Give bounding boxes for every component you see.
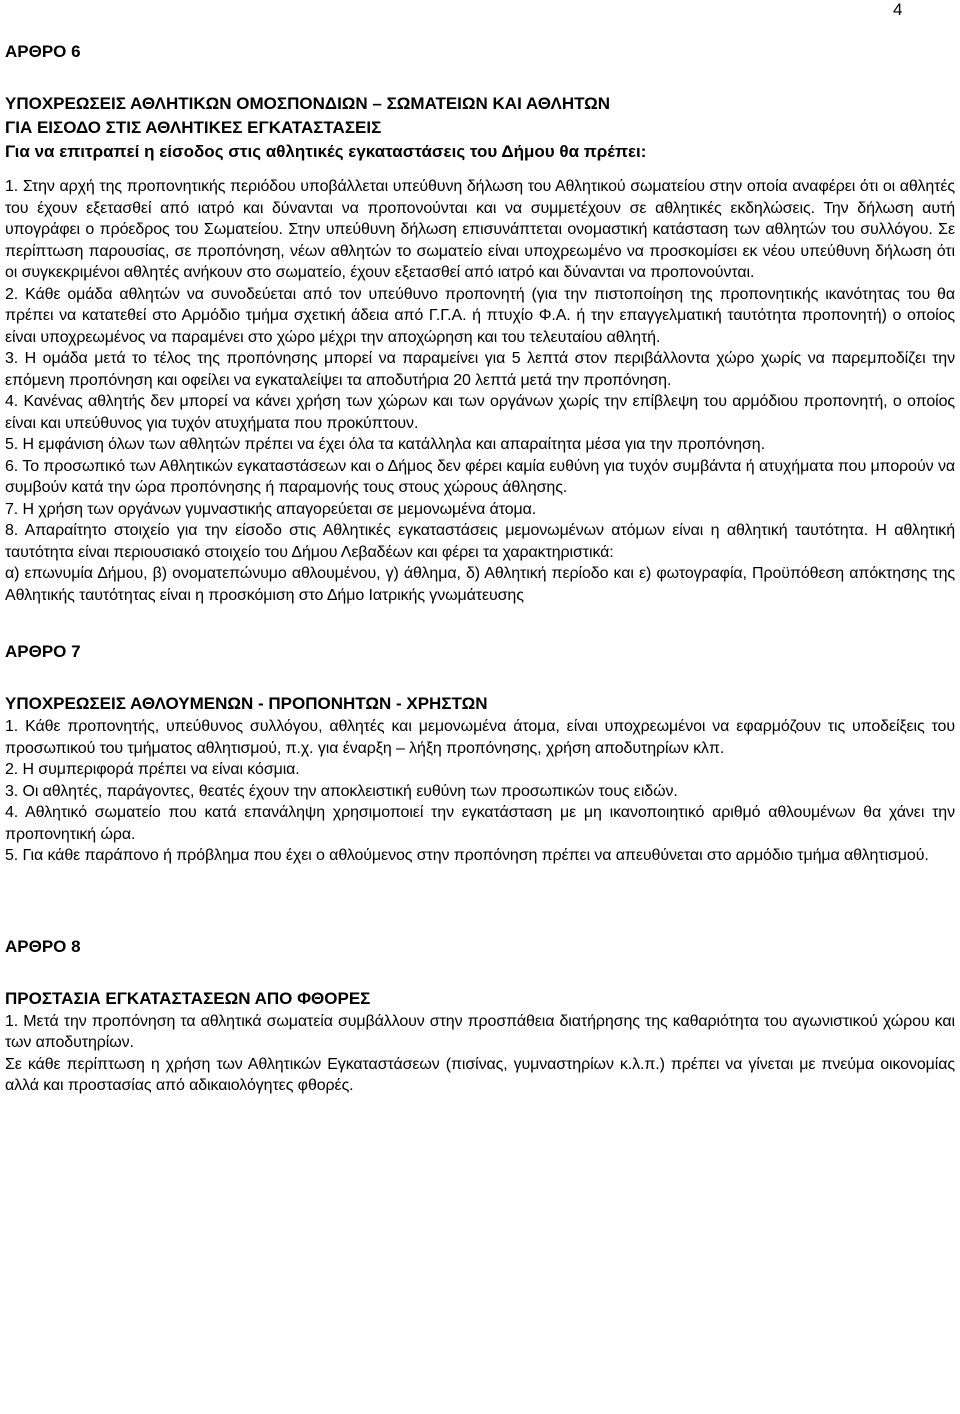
document-body	[5, 40, 955, 1097]
paragraph: 6. Το προσωπικό των Αθλητικών εγκαταστάσεων και ο Δήμος δεν φέρει καμία ευθύνη για τυχόν συμβάντα ή ατυχήματα που μπορούν να συμβούν κατά την ώρα προπόνησης ή παραμονής τους στους χώρους άθλησης.	[5, 457, 955, 496]
paragraph: 1. Μετά την προπόνηση τα αθλητικά σωματεία συμβάλλουν στην προσπάθεια διατήρησης της καθαριότητα του αγωνιστικού χώρου και των αποδυτηρίων.	[5, 1012, 955, 1051]
paragraph: Σε κάθε περίπτωση η χρήση των Αθλητικών Εγκαταστάσεων (πισίνας, γυμναστηρίων κ.λ.π.) πρέπει να γίνεται με πνεύμα οικονομίας αλλά και προστασίας από αδικαιολόγητες φθορές.	[5, 1055, 955, 1094]
article-intro: Για να επιτραπεί η είσοδος στις αθλητικές εγκαταστάσεις του Δήμου θα πρέπει:	[5, 142, 647, 161]
paragraph: 2. Η συμπεριφορά πρέπει να είναι κόσμια.	[5, 761, 300, 778]
article-subtitle: ΠΡΟΣΤΑΣΙΑ ΕΓΚΑΤΑΣΤΑΣΕΩΝ ΑΠΟ ΦΘΟΡΕΣ	[5, 988, 371, 1008]
article-6	[5, 40, 955, 606]
paragraph: 1. Στην αρχή της προπονητικής περιόδου υποβάλλεται υπεύθυνη δήλωση του Αθλητικού σωματείου στην οποία αναφέρει ότι οι αθλητές του έχουν εξετασθεί από ιατρό και δύνανται να προπονούνται και να συμμετέχουν σε αθλητικές εκδηλώσεις. Την δήλωση αυτή υπογράφει ο πρόεδρος του Σωματείου. Στην υπεύθυνη δήλωση επισυνάπτεται ονομαστική κατάσταση των αθλητών του συλλόγου. Σε περίπτωση παρουσίας, σε προπόνηση, νέων αθλητών το σωματείο είναι υποχρεωμένο να προσκομίσει εκ νέου υπεύθυνη δήλωση ότι οι συγκεκριμένοι αθλητές ανήκουν στο σωματείο, έχουν εξετασθεί από ιατρό και δύνανται να προπονούνται.	[5, 178, 955, 281]
article-7	[5, 640, 955, 867]
article-subtitle: ΓΙΑ ΕΙΣΟΔΟ ΣΤΙΣ ΑΘΛΗΤΙΚΕΣ ΕΓΚΑΤΑΣΤΑΣΕΙΣ	[5, 118, 382, 137]
paragraph: 3. Η ομάδα μετά το τέλος της προπόνησης μπορεί να παραμείνει για 5 λεπτά στον περιβάλλοντα χώρο χωρίς να παρεμποδίζει την επόμενη προπόνηση και οφείλει να εγκαταλείψει τα αποδυτήρια 20 λεπτά μετά την προπόνηση.	[5, 350, 955, 389]
article-title: ΑΡΘΡΟ 6	[5, 42, 81, 61]
page-number: 4	[893, 0, 903, 19]
paragraph: 5. Για κάθε παράπονο ή πρόβλημα που έχει ο αθλούμενος στην προπόνηση πρέπει να απευθύνεται στο αρμόδιο τμήμα αθλητισμού.	[5, 847, 929, 864]
article-title: ΑΡΘΡΟ 7	[5, 642, 81, 661]
paragraph: 1. Κάθε προπονητής, υπεύθυνος συλλόγου, αθλητές και μεμονωμένα άτομα, είναι υποχρεωμένοι να εφαρμόζουν τις υποδείξεις του προσωπικού του τμήματος αθλητισμού, π.χ. για έναρξη – λήξη προπόνησης, χρήση αποδυτηρίων κλπ.	[5, 718, 955, 757]
paragraph: α) επωνυμία Δήμου, β) ονοματεπώνυμο αθλουμένου, γ) άθλημα, δ) Αθλητική περίοδο και ε) φωτογραφία, Προϋπόθεση απόκτησης της Αθλητικής ταυτότητας είναι η προσκόμιση στο Δήμο Ιατρικής γνωμάτευσης	[5, 565, 955, 604]
paragraph: 3. Οι αθλητές, παράγοντες, θεατές έχουν την αποκλειστική ευθύνη των προσωπικών τους ειδών.	[5, 782, 678, 800]
paragraph: 5. Η εμφάνιση όλων των αθλητών πρέπει να έχει όλα τα κατάλληλα και απαραίτητα μέσα για την προπόνηση.	[5, 436, 765, 453]
paragraph: 4. Κανένας αθλητής δεν μπορεί να κάνει χρήση των χώρων και των οργάνων χωρίς την επίβλεψη του αρμόδιου προπονητή, ο οποίος είναι και υπεύθυνος για τυχόν ατυχήματα που προκύπτουν.	[5, 393, 955, 432]
paragraph: 7. Η χρήση των οργάνων γυμναστικής απαγορεύεται σε μεμονωμένα άτομα.	[5, 500, 537, 518]
paragraph: 2. Κάθε ομάδα αθλητών να συνοδεύεται από τον υπεύθυνο προπονητή (για την πιστοποίηση της προπονητικής ικανότητας του θα πρέπει να κατατεθεί στο Αρμόδιο τμήμα σχετική άδεια από Γ.Γ.Α. ή πτυχίο Φ.Α. ή την επαγγελματική ταυτότητα προπονητή) ο οποίος είναι υποχρεωμένος να παραμένει στο χώρο μέχρι την αποχώρηση και του τελευταίου αθλητή.	[5, 285, 955, 346]
article-8	[5, 935, 955, 1097]
paragraph: 8. Απαραίτητο στοιχείο για την είσοδο στις Αθλητικές εγκαταστάσεις μεμονωμένων ατόμων είναι η αθλητική ταυτότητα. Η αθλητική ταυτότητα είναι περιουσιακό στοιχείο του Δήμου Λεβαδέων και φέρει τα χαρακτηριστικά:	[5, 522, 955, 561]
article-subtitle: ΥΠΟΧΡΕΩΣΕΙΣ ΑΘΛΟΥΜΕΝΩΝ - ΠΡΟΠΟΝΗΤΩΝ - ΧΡΗΣΤΩΝ	[5, 694, 488, 713]
paragraph: 4. Αθλητικό σωματείο που κατά επανάληψη χρησιμοποιεί την εγκατάσταση με μη ικανοποιητικό αριθμό αθλουμένων θα χάνει την προπονητική ώρα.	[5, 804, 955, 843]
article-subtitle: ΥΠΟΧΡΕΩΣΕΙΣ ΑΘΛΗΤΙΚΩΝ ΟΜΟΣΠΟΝΔΙΩΝ – ΣΩΜΑΤΕΙΩΝ ΚΑΙ ΑΘΛΗΤΩΝ	[5, 94, 611, 113]
article-title: ΑΡΘΡΟ 8	[5, 936, 81, 956]
